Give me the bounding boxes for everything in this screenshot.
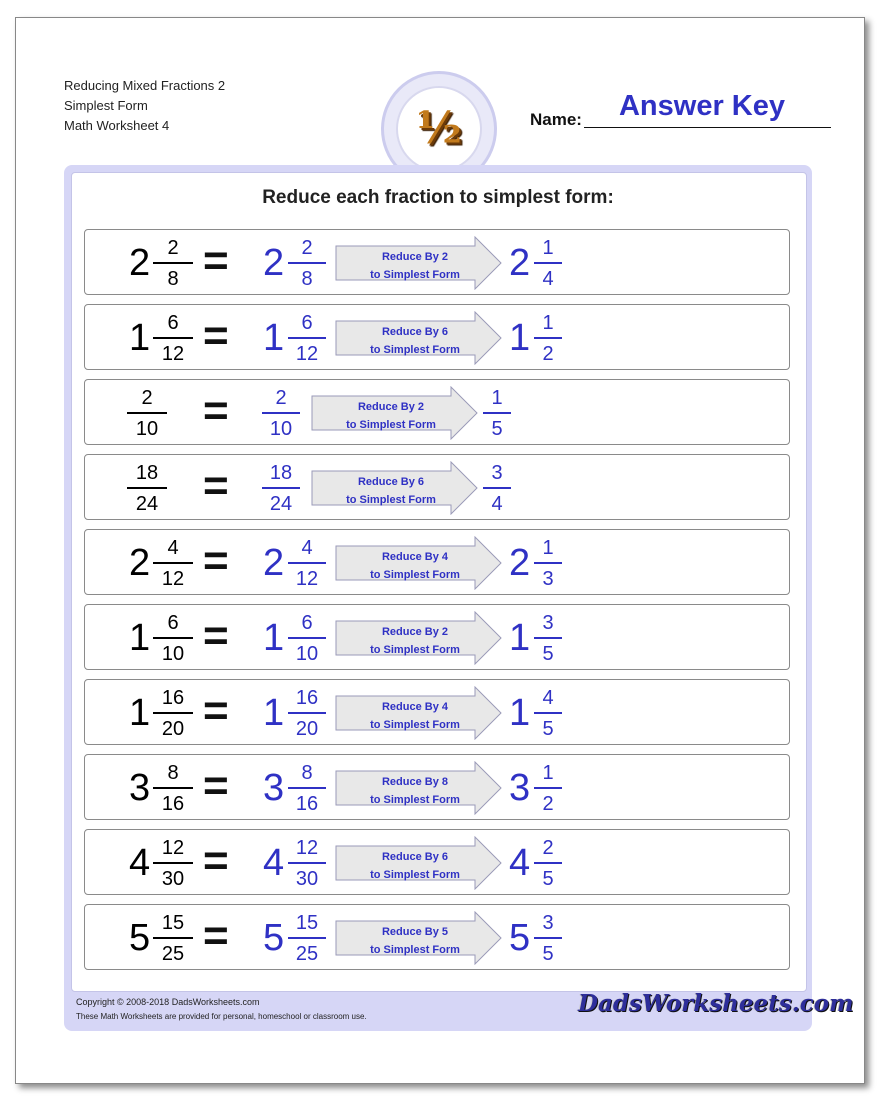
worked-fraction <box>262 460 300 517</box>
equals-sign: = <box>203 461 229 510</box>
worked-numerator: 12 <box>295 837 319 859</box>
worked-numerator: 18 <box>269 462 293 484</box>
answer-whole: 5 <box>509 917 531 959</box>
worked-denominator: 24 <box>269 493 293 515</box>
answer-numerator: 3 <box>542 912 554 934</box>
arrow-reduce-by: Reduce By 5 <box>381 926 449 938</box>
answer-numerator: 1 <box>542 762 554 784</box>
worked-whole: 1 <box>263 692 285 734</box>
equals-sign: = <box>203 311 229 360</box>
answer-fraction <box>534 685 562 742</box>
usage-notice: These Math Worksheets are provided for personal, homeschool or classroom use. <box>76 1012 367 1021</box>
question-numerator: 2 <box>167 237 179 259</box>
reduce-arrow <box>335 686 503 740</box>
question-numerator: 15 <box>161 912 185 934</box>
worked-whole: 1 <box>263 617 285 659</box>
question-numerator: 12 <box>161 837 185 859</box>
question-whole: 5 <box>129 917 151 959</box>
worked-whole: 3 <box>263 767 285 809</box>
worked-numerator: 15 <box>295 912 319 934</box>
worked-whole: 2 <box>263 542 285 584</box>
question-denominator: 10 <box>135 418 159 440</box>
instruction: Reduce each fraction to simplest form: <box>262 187 614 208</box>
question-whole: 1 <box>129 617 151 659</box>
question-whole: 1 <box>129 692 151 734</box>
answer-fraction <box>534 610 562 667</box>
reduce-arrow <box>335 236 503 290</box>
answer-denominator: 4 <box>491 493 503 515</box>
equals-sign: = <box>203 836 229 885</box>
answer-fraction <box>483 385 511 442</box>
problem-row <box>84 754 790 820</box>
worked-fraction <box>288 760 326 817</box>
worked-whole: 5 <box>263 917 285 959</box>
question-denominator: 8 <box>167 268 179 290</box>
answer-fraction <box>534 310 562 367</box>
worked-numerator: 2 <box>275 387 287 409</box>
worked-denominator: 10 <box>269 418 293 440</box>
answer-whole: 1 <box>509 617 531 659</box>
question-whole: 2 <box>129 242 151 284</box>
copyright-text: Copyright © 2008-2018 DadsWorksheets.com <box>76 997 260 1007</box>
arrow-simplest-form: to Simplest Form <box>346 419 436 431</box>
answer-whole: 2 <box>509 542 531 584</box>
arrow-reduce-by: Reduce By 6 <box>357 476 425 488</box>
worked-denominator: 8 <box>301 268 313 290</box>
answer-numerator: 3 <box>542 612 554 634</box>
problem-row <box>84 904 790 970</box>
worked-fraction <box>288 310 326 367</box>
worked-fraction <box>288 685 326 742</box>
answer-denominator: 4 <box>542 268 554 290</box>
worked-numerator: 16 <box>295 687 319 709</box>
question-denominator: 30 <box>161 868 185 890</box>
equals-sign: = <box>203 761 229 810</box>
answer-fraction <box>534 235 562 292</box>
arrow-reduce-by: Reduce By 4 <box>381 551 449 563</box>
answer-whole: 1 <box>509 317 531 359</box>
equals-sign: = <box>203 611 229 660</box>
question-whole: 4 <box>129 842 151 884</box>
answer-key-label: Answer Key <box>618 90 785 122</box>
answer-whole: 3 <box>509 767 531 809</box>
question-whole: 1 <box>129 317 151 359</box>
worksheet-number: Math Worksheet 4 <box>64 118 170 133</box>
arrow-reduce-by: Reduce By 6 <box>381 851 449 863</box>
question-fraction <box>153 760 193 817</box>
problem-row <box>84 679 790 745</box>
question-numerator: 6 <box>167 312 179 334</box>
reduce-arrow <box>335 761 503 815</box>
answer-fraction <box>534 835 562 892</box>
answer-numerator: 2 <box>542 837 554 859</box>
answer-denominator: 5 <box>542 643 554 665</box>
equals-sign: = <box>203 236 229 285</box>
question-denominator: 24 <box>135 493 159 515</box>
answer-fraction <box>534 760 562 817</box>
problem-row <box>84 529 790 595</box>
worked-fraction <box>288 910 326 967</box>
worked-fraction <box>288 535 326 592</box>
problem-row <box>84 229 790 295</box>
arrow-simplest-form: to Simplest Form <box>346 494 436 506</box>
worked-numerator: 4 <box>301 537 313 559</box>
worked-fraction <box>262 385 300 442</box>
worksheet-title: Reducing Mixed Fractions 2 <box>64 78 226 93</box>
arrow-reduce-by: Reduce By 6 <box>381 326 449 338</box>
answer-denominator: 3 <box>542 568 554 590</box>
name-label: Name: <box>530 110 582 129</box>
worked-denominator: 12 <box>295 568 319 590</box>
worked-whole: 4 <box>263 842 285 884</box>
worked-denominator: 10 <box>295 643 319 665</box>
worked-denominator: 12 <box>295 343 319 365</box>
question-fraction <box>153 910 193 967</box>
arrow-simplest-form: to Simplest Form <box>370 869 460 881</box>
question-whole: 3 <box>129 767 151 809</box>
worksheet-header <box>64 76 225 136</box>
question-fraction <box>127 460 167 517</box>
answer-numerator: 1 <box>542 537 554 559</box>
question-denominator: 12 <box>161 568 185 590</box>
answer-numerator: 1 <box>542 312 554 334</box>
one-half-icon: ½ <box>416 103 462 154</box>
worked-denominator: 16 <box>295 793 319 815</box>
answer-whole: 2 <box>509 242 531 284</box>
answer-numerator: 1 <box>491 387 503 409</box>
question-numerator: 18 <box>135 462 159 484</box>
answer-numerator: 4 <box>542 687 554 709</box>
problem-row <box>84 604 790 670</box>
answer-whole: 4 <box>509 842 531 884</box>
answer-fraction <box>483 460 511 517</box>
problem-row <box>84 379 790 445</box>
equals-sign: = <box>203 911 229 960</box>
equals-sign: = <box>203 686 229 735</box>
question-fraction <box>153 610 193 667</box>
answer-numerator: 3 <box>491 462 503 484</box>
answer-denominator: 2 <box>542 793 554 815</box>
question-denominator: 12 <box>161 343 185 365</box>
equals-sign: = <box>203 386 229 435</box>
worked-whole: 1 <box>263 317 285 359</box>
reduce-arrow <box>335 611 503 665</box>
question-numerator: 8 <box>167 762 179 784</box>
arrow-simplest-form: to Simplest Form <box>370 719 460 731</box>
problem-row <box>84 454 790 520</box>
question-fraction <box>127 385 167 442</box>
answer-whole: 1 <box>509 692 531 734</box>
reduce-arrow <box>311 461 479 515</box>
reduce-arrow <box>311 386 479 440</box>
worked-fraction <box>288 610 326 667</box>
worksheet-subtitle: Simplest Form <box>64 98 148 113</box>
arrow-reduce-by: Reduce By 2 <box>381 251 449 263</box>
arrow-simplest-form: to Simplest Form <box>370 344 460 356</box>
worked-numerator: 6 <box>301 612 313 634</box>
worked-denominator: 20 <box>295 718 319 740</box>
arrow-simplest-form: to Simplest Form <box>370 569 460 581</box>
dadsworksheets-logo: DadsWorksheets.com <box>578 990 854 1017</box>
reduce-arrow <box>335 911 503 965</box>
worked-whole: 2 <box>263 242 285 284</box>
answer-numerator: 1 <box>542 237 554 259</box>
question-fraction <box>153 535 193 592</box>
question-denominator: 20 <box>161 718 185 740</box>
arrow-reduce-by: Reduce By 4 <box>381 701 449 713</box>
worked-numerator: 2 <box>301 237 313 259</box>
question-denominator: 25 <box>161 943 185 965</box>
question-numerator: 16 <box>161 687 185 709</box>
worked-denominator: 25 <box>295 943 319 965</box>
question-numerator: 6 <box>167 612 179 634</box>
question-fraction <box>153 835 193 892</box>
problem-row <box>84 829 790 895</box>
equals-sign: = <box>203 536 229 585</box>
question-whole: 2 <box>129 542 151 584</box>
worked-fraction <box>288 235 326 292</box>
answer-denominator: 5 <box>542 718 554 740</box>
arrow-simplest-form: to Simplest Form <box>370 269 460 281</box>
question-numerator: 4 <box>167 537 179 559</box>
reduce-arrow <box>335 536 503 590</box>
arrow-simplest-form: to Simplest Form <box>370 794 460 806</box>
worked-denominator: 30 <box>295 868 319 890</box>
arrow-reduce-by: Reduce By 2 <box>381 626 449 638</box>
question-fraction <box>153 685 193 742</box>
answer-denominator: 5 <box>491 418 503 440</box>
question-numerator: 2 <box>141 387 153 409</box>
answer-fraction <box>534 535 562 592</box>
worked-numerator: 6 <box>301 312 313 334</box>
reduce-arrow <box>335 836 503 890</box>
worked-numerator: 8 <box>301 762 313 784</box>
answer-denominator: 5 <box>542 943 554 965</box>
question-fraction <box>153 235 193 292</box>
arrow-simplest-form: to Simplest Form <box>370 644 460 656</box>
worked-fraction <box>288 835 326 892</box>
question-denominator: 16 <box>161 793 185 815</box>
arrow-reduce-by: Reduce By 8 <box>381 776 449 788</box>
arrow-reduce-by: Reduce By 2 <box>357 401 425 413</box>
question-fraction <box>153 310 193 367</box>
answer-denominator: 2 <box>542 343 554 365</box>
answer-denominator: 5 <box>542 868 554 890</box>
name-line <box>584 127 831 128</box>
reduce-arrow <box>335 311 503 365</box>
question-denominator: 10 <box>161 643 185 665</box>
answer-fraction <box>534 910 562 967</box>
arrow-simplest-form: to Simplest Form <box>370 944 460 956</box>
problem-row <box>84 304 790 370</box>
